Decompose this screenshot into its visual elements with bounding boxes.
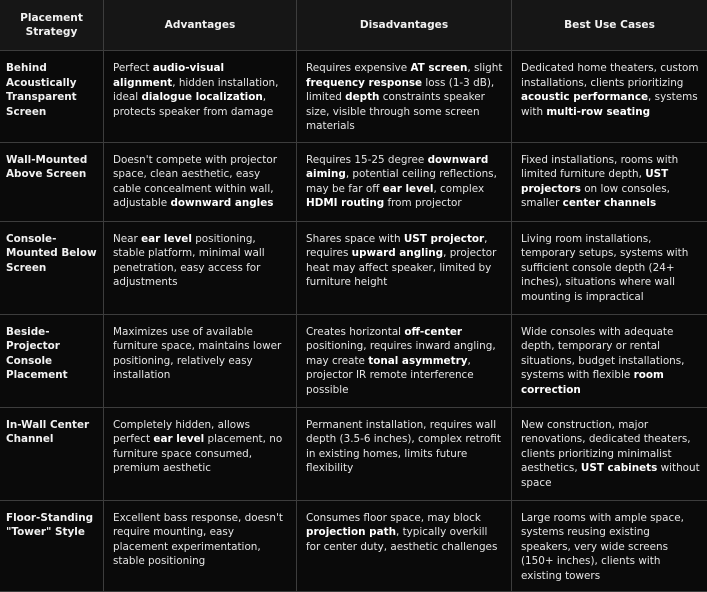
disadvantages-cell: Requires expensive AT screen, slight frequency response loss (1-3 dB), limited depth constraints speaker size, visible through some screen materials	[297, 51, 512, 143]
highlight-term: downward angles	[170, 197, 273, 209]
highlight-term: HDMI routing	[306, 197, 384, 209]
highlight-term: off-center	[404, 326, 462, 338]
strategy-cell: Beside-Projector Console Placement	[0, 314, 104, 407]
highlight-term: room correction	[521, 369, 664, 396]
highlight-term: UST projector	[404, 233, 484, 245]
header-row	[0, 0, 707, 51]
header-advantages: Advantages	[104, 0, 297, 51]
highlight-term: depth	[345, 91, 379, 103]
highlight-term: UST cabinets	[581, 462, 657, 474]
highlight-term: upward angling	[352, 247, 443, 259]
strategy-cell: Behind Acoustically Transparent Screen	[0, 51, 104, 143]
use-cases-cell: New construction, major renovations, dedicated theaters, clients prioritizing minimalist aesthetics, UST cabinets without space	[512, 407, 707, 500]
use-cases-cell: Fixed installations, rooms with limited furniture depth, UST projectors on low consoles, smaller center channels	[512, 142, 707, 221]
table-row	[0, 500, 707, 592]
highlight-term: ear level	[141, 233, 192, 245]
strategy-cell: In-Wall Center Channel	[0, 407, 104, 500]
highlight-term: audio-visual alignment	[113, 62, 224, 89]
advantages-cell: Maximizes use of available furniture space, maintains lower positioning, relatively easy installation	[104, 314, 297, 407]
header-placement-strategy: Placement Strategy	[0, 0, 104, 51]
disadvantages-cell: Requires 15-25 degree downward aiming, potential ceiling reflections, may be far off ear level, complex HDMI routing from projector	[297, 142, 512, 221]
table-row	[0, 51, 707, 143]
highlight-term: downward aiming	[306, 154, 488, 181]
use-cases-cell: Large rooms with ample space, systems reusing existing speakers, very wide screens (150+ inches), clients with existing towers	[512, 500, 707, 592]
disadvantages-cell: Consumes floor space, may block projection path, typically overkill for center duty, aesthetic challenges	[297, 500, 512, 592]
disadvantages-cell: Shares space with UST projector, requires upward angling, projector heat may affect speaker, limited by furniture height	[297, 221, 512, 314]
use-cases-cell: Wide consoles with adequate depth, temporary or rental situations, budget installations, systems with flexible room correction	[512, 314, 707, 407]
disadvantages-cell: Permanent installation, requires wall depth (3.5-6 inches), complex retrofit in existing homes, limits future flexibility	[297, 407, 512, 500]
highlight-term: center channels	[563, 197, 657, 209]
header-disadvantages: Disadvantages	[297, 0, 512, 51]
advantages-cell: Completely hidden, allows perfect ear level placement, no furniture space consumed, premium aesthetic	[104, 407, 297, 500]
highlight-term: frequency response	[306, 77, 422, 89]
highlight-term: UST projectors	[521, 168, 668, 195]
highlight-term: ear level	[153, 433, 204, 445]
highlight-term: projection path	[306, 526, 396, 538]
advantages-cell: Excellent bass response, doesn't require mounting, easy placement experimentation, stable positioning	[104, 500, 297, 592]
highlight-term: acoustic performance	[521, 91, 648, 103]
highlight-term: multi-row seating	[546, 106, 650, 118]
highlight-term: dialogue localization	[141, 91, 262, 103]
highlight-term: ear level	[383, 183, 434, 195]
advantages-cell: Near ear level positioning, stable platform, minimal wall penetration, easy access for adjustments	[104, 221, 297, 314]
advantages-cell: Doesn't compete with projector space, clean aesthetic, easy cable concealment within wall, adjustable downward angles	[104, 142, 297, 221]
strategy-cell: Floor-Standing "Tower" Style	[0, 500, 104, 592]
table-row	[0, 407, 707, 500]
advantages-cell: Perfect audio-visual alignment, hidden installation, ideal dialogue localization, protects speaker from damage	[104, 51, 297, 143]
disadvantages-cell: Creates horizontal off-center positioning, requires inward angling, may create tonal asymmetry, projector IR remote interference possible	[297, 314, 512, 407]
strategy-cell: Wall-Mounted Above Screen	[0, 142, 104, 221]
header-best-use-cases: Best Use Cases	[512, 0, 707, 51]
use-cases-cell: Dedicated home theaters, custom installations, clients prioritizing acoustic performance, systems with multi-row seating	[512, 51, 707, 143]
table-row	[0, 314, 707, 407]
highlight-term: AT screen	[410, 62, 467, 74]
strategy-cell: Console-Mounted Below Screen	[0, 221, 104, 314]
table-row	[0, 221, 707, 314]
highlight-term: tonal asymmetry	[368, 355, 467, 367]
table-row	[0, 142, 707, 221]
use-cases-cell: Living room installations, temporary setups, systems with sufficient console depth (24+ inches), situations where wall mounting is impractical	[512, 221, 707, 314]
